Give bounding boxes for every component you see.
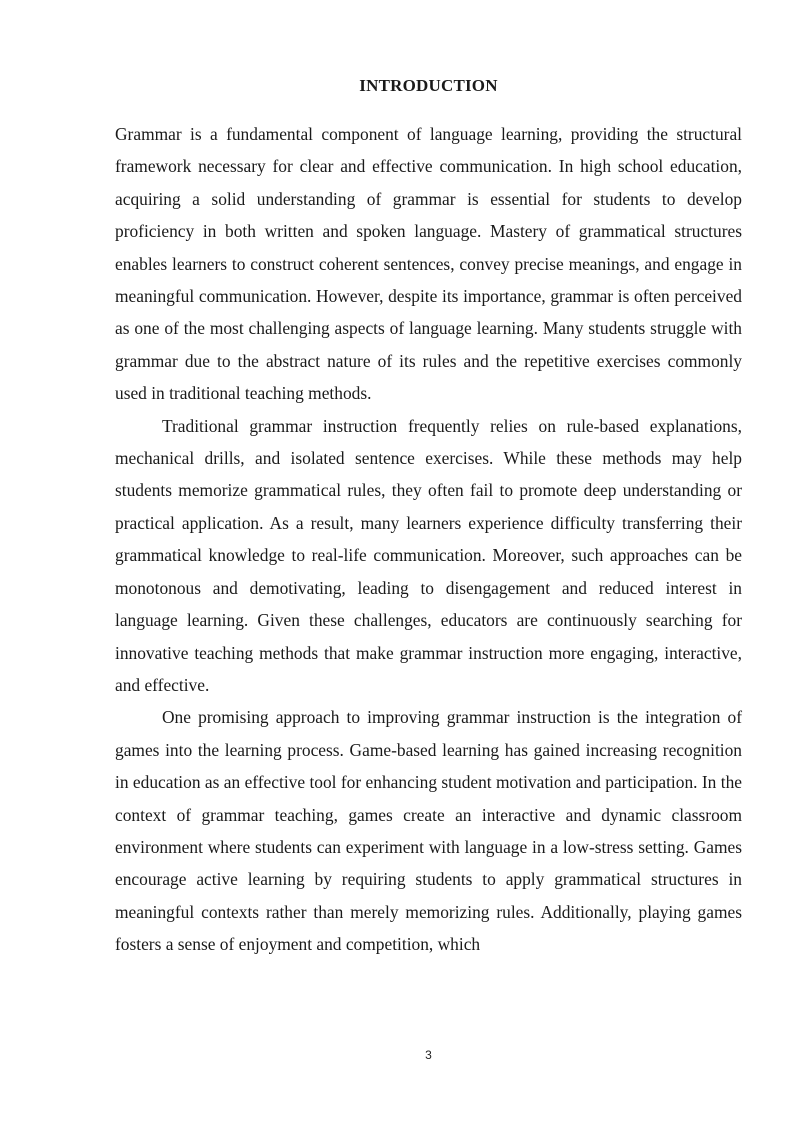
body-text <box>115 118 742 961</box>
section-heading: INTRODUCTION <box>359 76 498 95</box>
page-number: 3 <box>425 1048 432 1062</box>
paragraph-1: Grammar is a fundamental component of language learning, providing the structural framework necessary for clear and effective communication. In high school education, acquiring a solid understanding of grammar is essential for students to develop proficiency in both written and spoken language. Mastery of grammatical structures enables learners to construct coherent sentences, convey precise meanings, and engage in meaningful communication. However, despite its importance, grammar is often perceived as one of the most challenging aspects of language learning. Many students struggle with grammar due to the abstract nature of its rules and the repetitive exercises commonly used in traditional teaching methods. <box>115 124 742 404</box>
paragraph-2: Traditional grammar instruction frequently relies on rule-based explanations, mechanical drills, and isolated sentence exercises. While these methods may help students memorize grammatical rules, they often fail to promote deep understanding or practical application. As a result, many learners experience difficulty transferring their grammatical knowledge to real-life communication. Moreover, such approaches can be monotonous and demotivating, leading to disengagement and reduced interest in language learning. Given these challenges, educators are continuously searching for innovative teaching methods that make grammar instruction more engaging, interactive, and effective. <box>115 415 742 695</box>
paragraph-3: One promising approach to improving grammar instruction is the integration of games into the learning process. Game-based learning has gained increasing recognition in education as an effective tool for enhancing student motivation and participation. In the context of grammar teaching, games create an interactive and dynamic classroom environment where students can experiment with language in a low-stress setting. Games encourage active learning by requiring students to apply grammatical structures in meaningful contexts rather than merely memorizing rules. Additionally, playing games fosters a sense of enjoyment and competition, which <box>115 707 742 955</box>
